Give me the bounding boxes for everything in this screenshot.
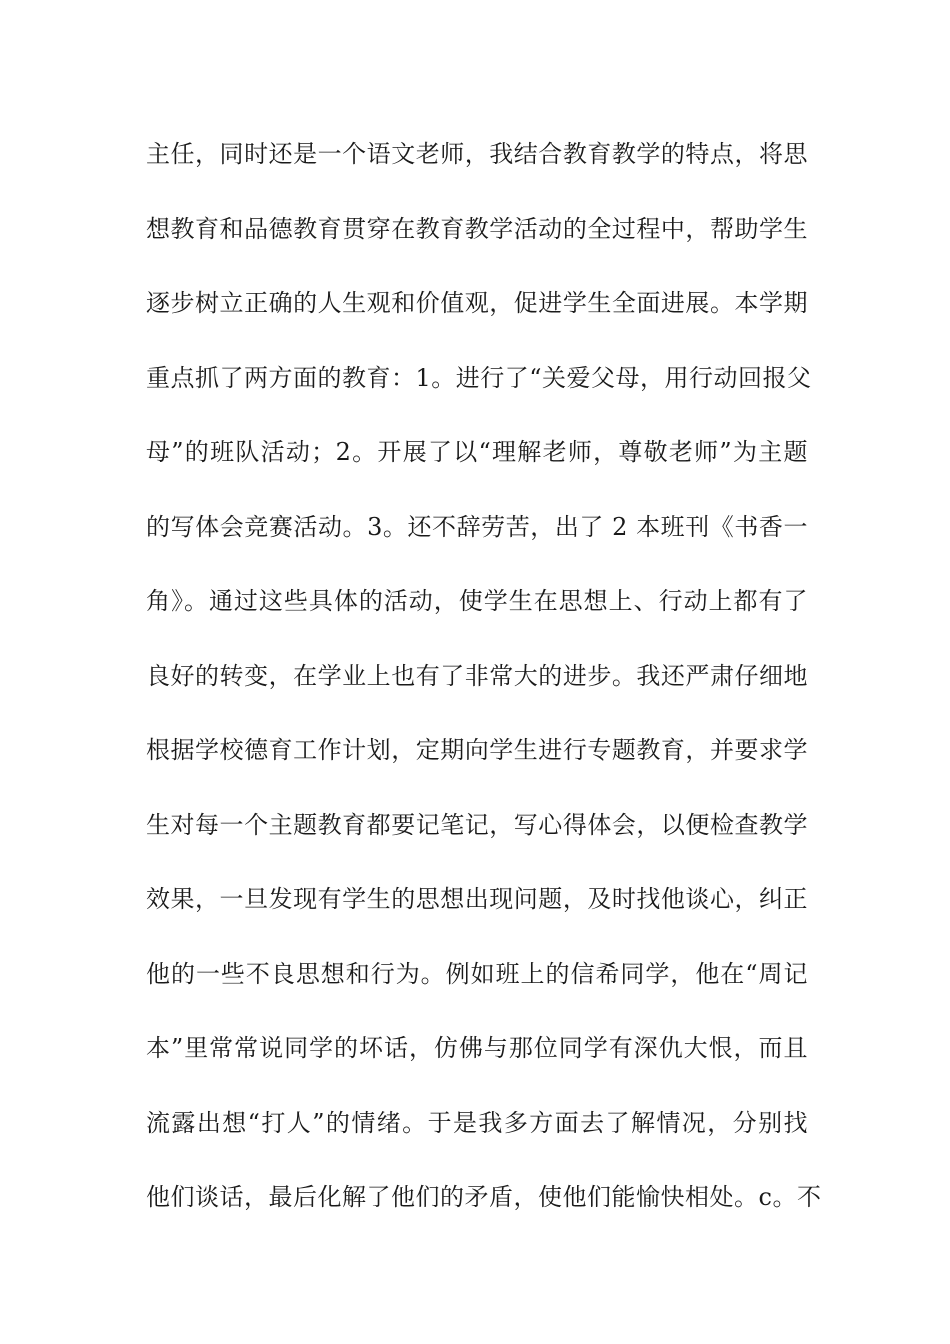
text-line: 良好的转变，在学业上也有了非常大的进步。我还严肃仔细地 xyxy=(146,661,808,690)
text-line: 流露出想“打人”的情绪。于是我多方面去了解情况，分别找 xyxy=(146,1108,808,1137)
text-line: 效果，一旦发现有学生的思想出现问题，及时找他谈心，纠正 xyxy=(146,885,808,913)
text-line: 母”的班队活动；2。开展了以“理解老师，尊敬老师”为主题 xyxy=(146,438,808,466)
text-line: 根据学校德育工作计划，定期向学生进行专题教育，并要求学 xyxy=(146,736,808,764)
text-line: 的写体会竞赛活动。3。还不辞劳苦，出了 2 本班刊《书香一 xyxy=(146,512,808,541)
text-line: 他们谈话，最后化解了他们的矛盾，使他们能愉快相处。c。不 xyxy=(146,1183,822,1211)
text-line: 主任，同时还是一个语文老师，我结合教育教学的特点，将思 xyxy=(146,140,808,168)
text-line: 本”里常常说同学的坏话，仿佛与那位同学有深仇大恨，而且 xyxy=(146,1034,808,1062)
text-line: 重点抓了两方面的教育：1。进行了“关爱父母，用行动回报父 xyxy=(146,363,812,392)
text-line: 他的一些不良思想和行为。例如班上的信希同学，他在“周记 xyxy=(146,959,808,988)
text-line: 想教育和品德教育贯穿在教育教学活动的全过程中，帮助学生 xyxy=(146,214,808,243)
body-paragraph xyxy=(146,132,822,1250)
text-line: 生对每一个主题教育都要记笔记，写心得体会，以便检查教学 xyxy=(146,810,808,839)
text-line: 逐步树立正确的人生观和价值观，促进学生全面进展。本学期 xyxy=(146,289,808,317)
text-line: 角》。通过这些具体的活动，使学生在思想上、行动上都有了 xyxy=(146,587,808,615)
